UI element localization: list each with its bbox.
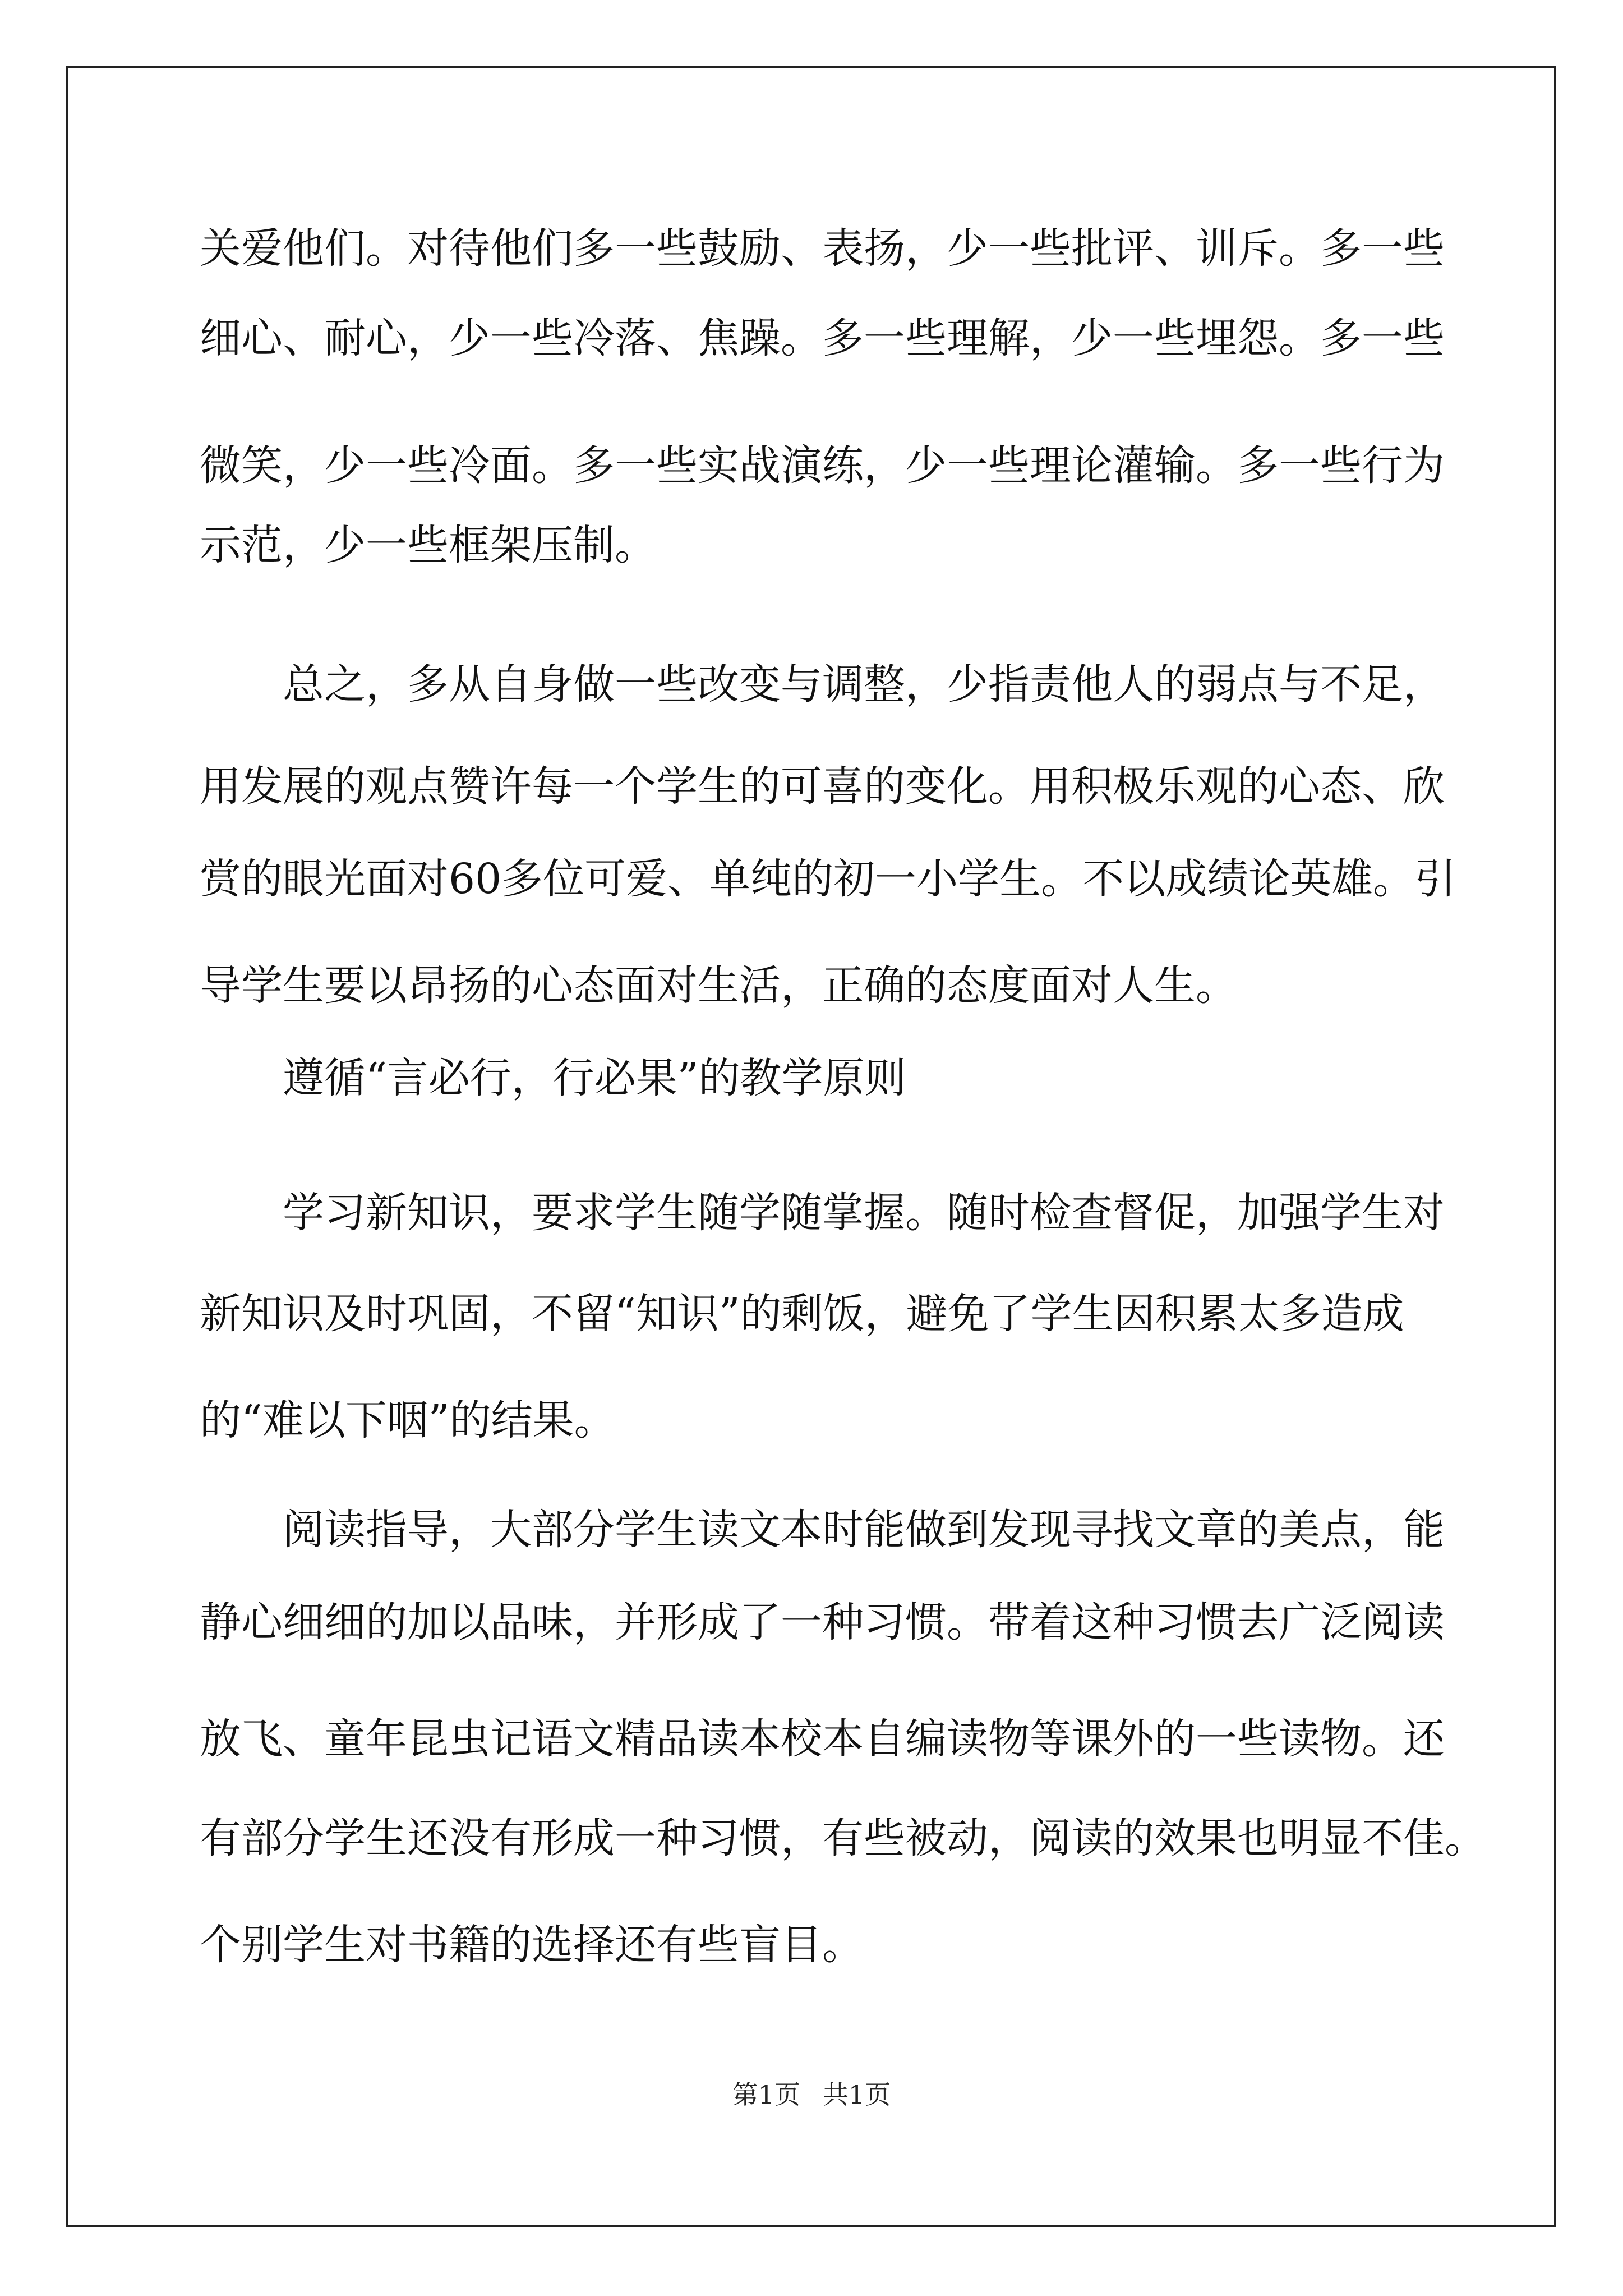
paragraph-line: 个别学生对书籍的选择还有些盲目。	[200, 1921, 864, 1969]
page-total: 共1页	[823, 2079, 891, 2110]
paragraph-line: 的“难以下咽”的结果。	[200, 1396, 616, 1444]
paragraph-line: 示范，少一些框架压制。	[200, 521, 656, 569]
paragraph-line: 用发展的观点赞许每一个学生的可喜的变化。用积极乐观的心态、欣	[200, 762, 1445, 811]
paragraph-line: 赏的眼光面对60多位可爱、单纯的初一小学生。不以成绩论英雄。引	[200, 855, 1456, 903]
page-footer	[0, 2079, 1623, 2110]
paragraph-line: 总之，多从自身做一些改变与调整，少指责他人的弱点与不足，	[283, 660, 1445, 708]
paragraph-line: 阅读指导，大部分学生读文本时能做到发现寻找文章的美点，能	[283, 1506, 1445, 1554]
paragraph-line: 微笑，少一些冷面。多一些实战演练，少一些理论灌输。多一些行为	[200, 441, 1445, 490]
paragraph-line: 导学生要以昂扬的心态面对生活，正确的态度面对人生。	[200, 961, 1237, 1010]
page-border	[66, 66, 1556, 2227]
page-number: 第1页	[732, 2079, 800, 2110]
paragraph-line: 学习新知识，要求学生随学随掌握。随时检查督促，加强学生对	[283, 1189, 1445, 1237]
paragraph-line: 有部分学生还没有形成一种习惯，有些被动，阅读的效果也明显不佳。	[200, 1814, 1486, 1862]
paragraph-line: 静心细细的加以品味，并形成了一种习惯。带着这种习惯去广泛阅读	[200, 1598, 1445, 1646]
paragraph-line: 关爱他们。对待他们多一些鼓励、表扬，少一些批评、训斥。多一些	[200, 224, 1445, 273]
paragraph-line: 新知识及时巩固，不留“知识”的剩饭，避免了学生因积累太多造成	[200, 1290, 1404, 1338]
section-heading: 遵循“言必行，行必果”的教学原则	[283, 1054, 906, 1102]
paragraph-line: 细心、耐心，少一些冷落、焦躁。多一些理解，少一些埋怨。多一些	[200, 314, 1445, 362]
paragraph-line: 放飞、童年昆虫记语文精品读本校本自编读物等课外的一些读物。还	[200, 1715, 1445, 1763]
